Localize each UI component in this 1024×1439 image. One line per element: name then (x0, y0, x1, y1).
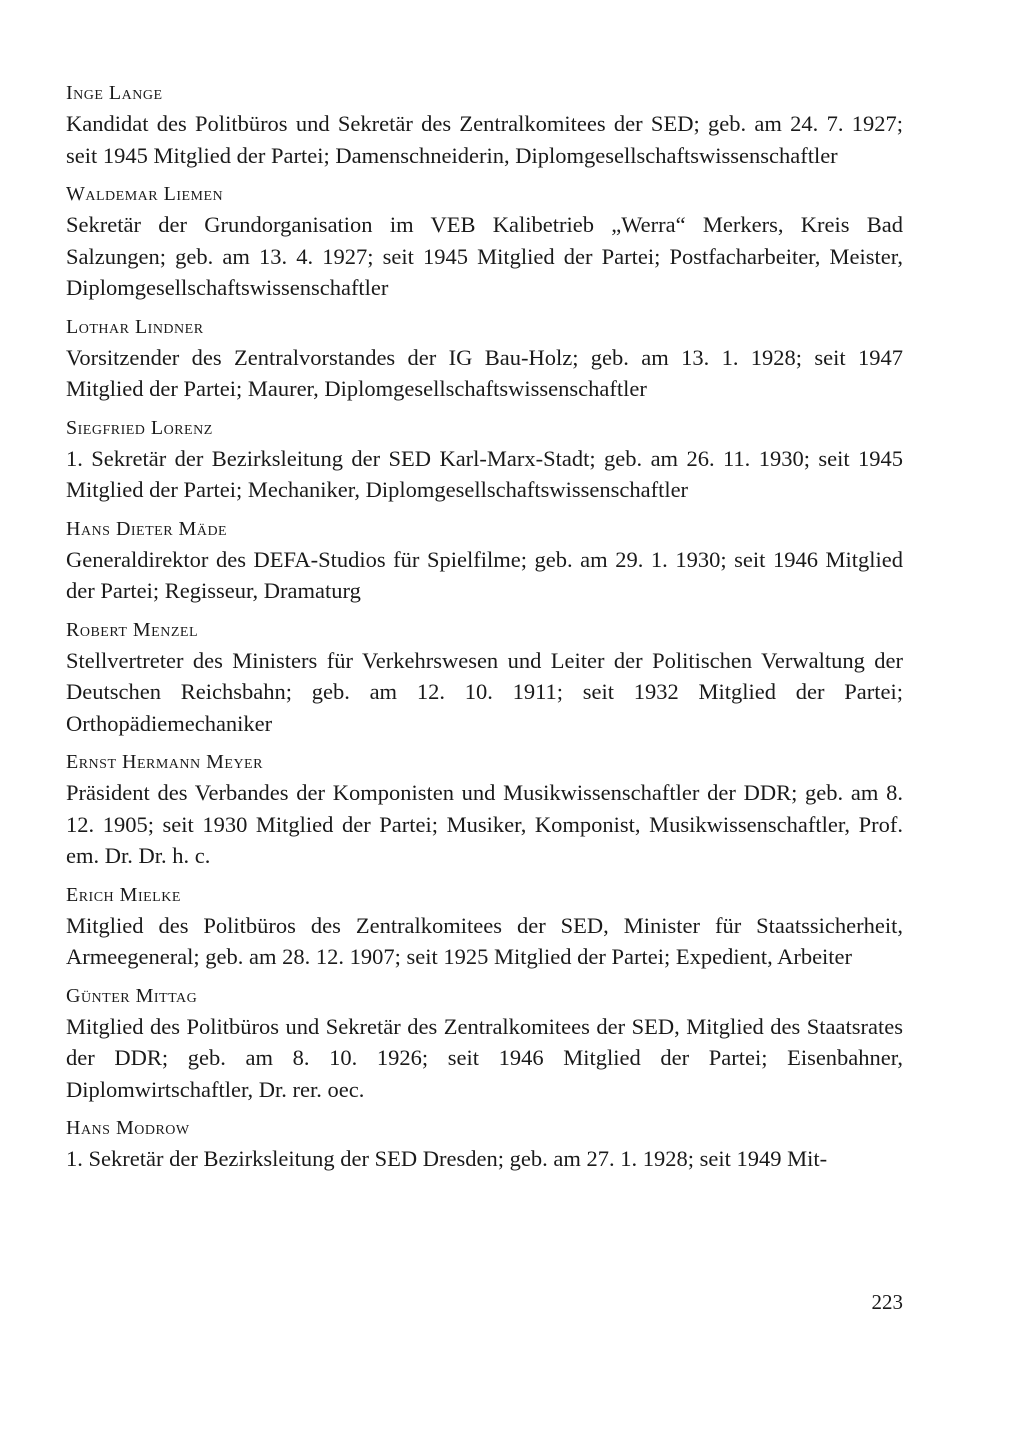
entry-biography: Mitglied des Politbüros und Sekretär des Zentralkomitees der SED, Mitglied des Staatsrates der DDR; geb. am 8. 10. 1926; seit 1946 Mitglied der Partei; Eisenbahner, Diplomwirtschaftler, Dr. rer. oec. (66, 1013, 903, 1102)
biography-entry (66, 615, 903, 740)
entry-name: Lothar Lindner (66, 315, 204, 338)
entry-name: Hans Modrow (66, 1117, 190, 1139)
entry-name: Hans Dieter Mäde (66, 517, 228, 540)
biography-entry (66, 514, 903, 607)
entry-biography: Mitglied des Politbüros des Zentralkomitees der SED, Minister für Staatssicherheit, Armeegeneral; geb. am 28. 12. 1907; seit 1925 Mitglied der Partei; Expedient, Arbeiter (66, 912, 903, 969)
biography-entry (66, 413, 903, 506)
biography-entry (66, 880, 903, 973)
biography-entry (66, 179, 903, 304)
entry-biography: Generaldirektor des DEFA-Studios für Spielfilme; geb. am 29. 1. 1930; seit 1946 Mitglied der Partei; Regisseur, Dramaturg (66, 546, 903, 603)
entry-biography: Sekretär der Grundorganisation im VEB Kalibetrieb „Werra“ Merkers, Kreis Bad Salzungen; geb. am 13. 4. 1927; seit 1945 Mitglied der Partei; Postfacharbeiter, Meister, Diplomgesellschaftswissenschaftler (66, 212, 903, 300)
entry-name: Inge Lange (66, 82, 163, 104)
biography-entry (66, 78, 903, 171)
entry-biography: 1. Sekretär der Bezirksleitung der SED Dresden; geb. am 27. 1. 1928; seit 1949 Mit- (66, 1146, 828, 1171)
entry-biography: Kandidat des Politbüros und Sekretär des Zentralkomitees der SED; geb. am 24. 7. 1927; seit 1945 Mitglied der Partei; Damenschneiderin, Diplomgesellschaftswissenschaftler (66, 111, 903, 168)
page-number: 223 (871, 1290, 903, 1314)
entry-name: Günter Mittag (66, 984, 198, 1007)
document-page (66, 78, 903, 1183)
biography-entry (66, 1113, 903, 1175)
entry-biography: Präsident des Verbandes der Komponisten und Musikwissenschaftler der DDR; geb. am 8. 12. 1905; seit 1930 Mitglied der Partei; Musiker, Komponist, Musikwissenschaftler, Prof. em. Dr. Dr. h. c. (66, 780, 903, 868)
entry-name: Robert Menzel (66, 618, 198, 641)
entry-name: Waldemar Liemen (66, 183, 224, 205)
entry-name: Ernst Hermann Meyer (66, 751, 263, 773)
entry-biography: Vorsitzender des Zentralvorstandes der IG Bau-Holz; geb. am 13. 1. 1928; seit 1947 Mitglied der Partei; Maurer, Diplomgesellschaftswissenschaftler (66, 344, 903, 401)
biography-entry (66, 981, 903, 1106)
biography-entry (66, 312, 903, 405)
entry-biography: Stellvertreter des Ministers für Verkehrswesen und Leiter der Politischen Verwaltung der Deutschen Reichsbahn; geb. am 12. 10. 1911; seit 1932 Mitglied der Partei; Orthopädiemechaniker (66, 647, 903, 736)
entry-biography: 1. Sekretär der Bezirksleitung der SED Karl-Marx-Stadt; geb. am 26. 11. 1930; seit 1945 Mitglied der Partei; Mechaniker, Diplomgesellschaftswissenschaftler (66, 445, 903, 502)
biography-entry (66, 747, 903, 872)
entry-name: Erich Mielke (66, 883, 181, 906)
entry-name: Siegfried Lorenz (66, 416, 213, 439)
